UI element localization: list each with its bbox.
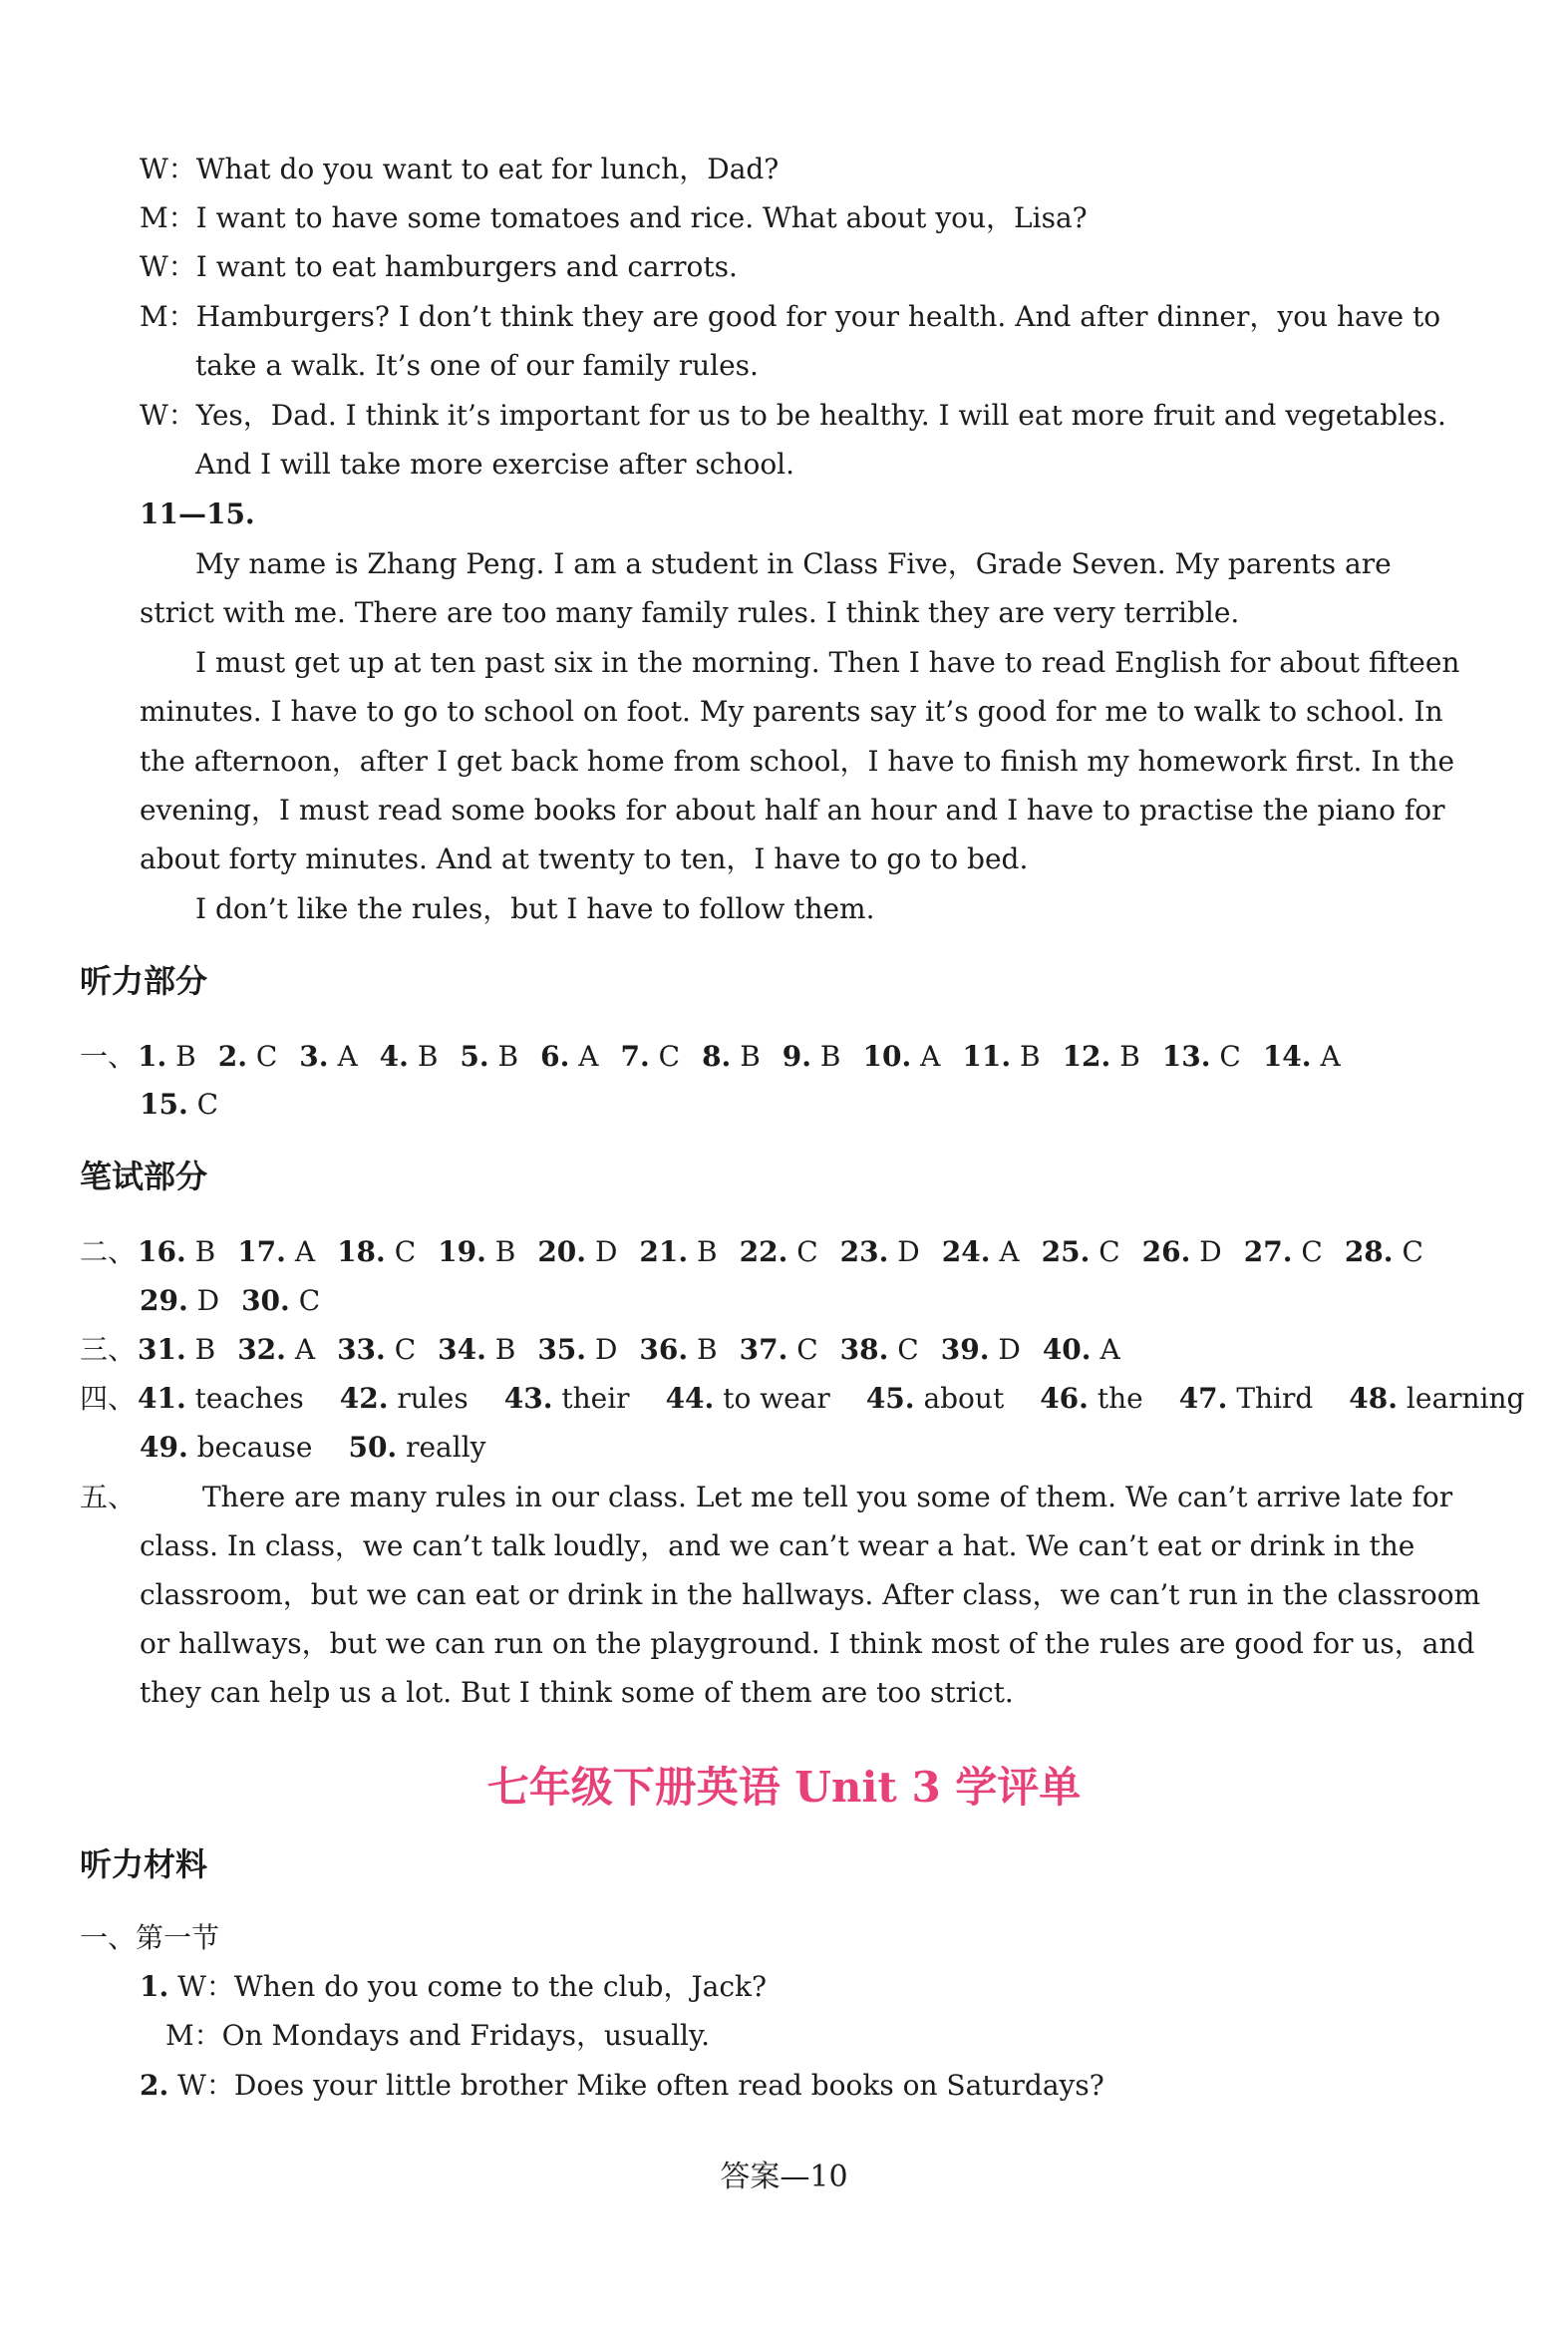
answer-item <box>138 1232 215 1272</box>
answer-item <box>1042 1232 1120 1272</box>
answer-item <box>1349 1379 1524 1419</box>
section4-answers-row <box>80 1379 1525 1419</box>
section-number: 三、 <box>80 1333 137 1366</box>
answer-number: 10. <box>862 1040 912 1073</box>
answer-value: C <box>1301 1235 1323 1268</box>
answer-item <box>537 1330 617 1370</box>
answer-value: A <box>1320 1040 1341 1073</box>
answer-number: 42. <box>339 1382 389 1415</box>
answer-number: 6. <box>540 1040 570 1073</box>
unit3-title: 七年级下册英语 Unit 3 学评单 <box>486 1763 1082 1812</box>
answer-item <box>1244 1232 1323 1272</box>
answer-value: B <box>194 1333 216 1366</box>
passage-line: I don’t like the rules，but I have to follow them. <box>195 892 875 925</box>
answer-value: B <box>819 1040 841 1073</box>
answer-item <box>1345 1232 1423 1272</box>
answer-item <box>138 1330 215 1370</box>
essay-line: they can help us a lot. But I think some of them are too strict. <box>140 1676 1014 1709</box>
dialogue-line: take a walk. It’s one of our family rules. <box>195 349 759 382</box>
answer-value: B <box>697 1235 718 1268</box>
answer-value: C <box>1219 1040 1241 1073</box>
answer-item <box>237 1330 315 1370</box>
answer-value: to wear <box>723 1382 830 1415</box>
dialogue-line: M：Hamburgers? I don’t think they are good for your health. And after dinner，you have to <box>140 300 1441 333</box>
answer-value: C <box>658 1040 681 1073</box>
answer-number: 45. <box>865 1382 915 1415</box>
answer-value: learning <box>1406 1382 1525 1415</box>
answer-item <box>348 1428 485 1468</box>
answer-value: B <box>417 1040 439 1073</box>
answer-item <box>941 1330 1021 1370</box>
answer-item <box>218 1037 278 1077</box>
written-heading: 笔试部分 <box>80 1158 208 1195</box>
passage-line: about forty minutes. And at twenty to ten，I have to go to bed. <box>140 842 1029 875</box>
passage-line: minutes. I have to go to school on foot. My parents say it’s good for me to walk to school. In <box>140 695 1443 728</box>
answer-value: B <box>740 1040 761 1073</box>
answer-value: D <box>196 1284 220 1317</box>
passage-line: strict with me. There are too many family rules. I think they are very terrible. <box>140 596 1240 629</box>
question-number: 1. <box>140 1970 169 2003</box>
listening-answers-row <box>140 1085 1450 1125</box>
answer-value: B <box>194 1235 216 1268</box>
answer-number: 12. <box>1062 1040 1111 1073</box>
answer-item <box>337 1232 416 1272</box>
passage-label: 11—15. <box>140 498 255 530</box>
listening-answers-row <box>80 1037 1391 1077</box>
question-2-line <box>140 2066 1391 2106</box>
answer-item <box>1263 1037 1341 1077</box>
answer-number: 43. <box>503 1382 553 1415</box>
answer-number: 8. <box>702 1040 732 1073</box>
answer-value: C <box>1402 1235 1423 1268</box>
answer-number: 4. <box>379 1040 409 1073</box>
answer-value: A <box>294 1333 316 1366</box>
answer-value: B <box>494 1235 516 1268</box>
answer-item <box>537 1232 617 1272</box>
question-text: W：When do you come to the club，Jack? <box>177 1970 768 2003</box>
answer-item <box>138 1379 304 1419</box>
answer-value: C <box>796 1333 818 1366</box>
answer-item <box>299 1037 357 1077</box>
section-number: 二、 <box>80 1235 137 1268</box>
answer-value: C <box>897 1333 919 1366</box>
answer-item <box>1063 1037 1140 1077</box>
answer-number: 18. <box>337 1235 386 1268</box>
answer-value: D <box>594 1235 618 1268</box>
answer-value: really <box>406 1431 486 1464</box>
answer-item <box>1040 1379 1142 1419</box>
answer-item <box>1043 1330 1120 1370</box>
answer-item <box>840 1330 919 1370</box>
answer-value: B <box>175 1040 196 1073</box>
dialogue-line: W：Yes，Dad. I think it’s important for us to be healthy. I will eat more fruit and vegetables. <box>140 399 1446 432</box>
answer-item <box>702 1037 761 1077</box>
answer-value: D <box>897 1235 920 1268</box>
answer-number: 38. <box>839 1333 889 1366</box>
answer-item <box>840 1232 920 1272</box>
answer-number: 7. <box>620 1040 650 1073</box>
answer-item <box>783 1037 841 1077</box>
answer-number: 13. <box>1161 1040 1211 1073</box>
answer-number: 16. <box>138 1235 186 1268</box>
answer-number: 29. <box>140 1284 188 1317</box>
answer-item <box>962 1037 1040 1077</box>
page-number: 答案—10 <box>720 2160 848 2194</box>
listening-material-heading: 听力材料 <box>80 1845 208 1883</box>
answer-value: A <box>578 1040 599 1073</box>
answer-value: A <box>920 1040 941 1073</box>
answer-item <box>140 1281 219 1321</box>
answer-item <box>639 1232 717 1272</box>
passage-line: the afternoon，after I get back home from school，I have to finish my homework first. In the <box>140 745 1455 778</box>
answer-number: 33. <box>337 1333 386 1366</box>
answer-number: 50. <box>348 1431 398 1464</box>
answer-item <box>866 1379 1004 1419</box>
answer-item <box>140 1428 312 1468</box>
section-number: 四、 <box>80 1382 137 1415</box>
answer-number: 39. <box>940 1333 990 1366</box>
answer-number: 3. <box>299 1040 329 1073</box>
answer-item <box>504 1379 630 1419</box>
answer-value: B <box>1119 1040 1140 1073</box>
answer-number: 31. <box>138 1333 186 1366</box>
answer-number: 27. <box>1243 1235 1293 1268</box>
answer-value: B <box>1019 1040 1041 1073</box>
answer-number: 1. <box>138 1040 167 1073</box>
answer-value: D <box>594 1333 618 1366</box>
answer-number: 49. <box>140 1431 188 1464</box>
answer-number: 24. <box>941 1235 991 1268</box>
answer-value: D <box>998 1333 1021 1366</box>
answer-item <box>942 1232 1020 1272</box>
answer-number: 22. <box>739 1235 788 1268</box>
answer-item <box>438 1232 515 1272</box>
answer-value: because <box>196 1431 313 1464</box>
answer-number: 26. <box>1141 1235 1191 1268</box>
answer-number: 32. <box>237 1333 286 1366</box>
answer-item <box>438 1330 515 1370</box>
section3-answers-row <box>80 1330 1391 1370</box>
section4-answers-row <box>140 1428 1450 1468</box>
answer-number: 17. <box>237 1235 286 1268</box>
answer-number: 40. <box>1042 1333 1092 1366</box>
answer-number: 5. <box>460 1040 489 1073</box>
answer-number: 36. <box>639 1333 689 1366</box>
answer-number: 47. <box>1178 1382 1228 1415</box>
answer-number: 21. <box>639 1235 689 1268</box>
answer-item <box>620 1037 680 1077</box>
answer-value: about <box>923 1382 1005 1415</box>
answer-item <box>138 1037 196 1077</box>
answer-value: B <box>497 1040 519 1073</box>
answer-item <box>740 1232 818 1272</box>
answer-item <box>639 1330 717 1370</box>
answer-value: A <box>1099 1333 1120 1366</box>
answer-value: their <box>561 1382 630 1415</box>
answer-value: teaches <box>194 1382 304 1415</box>
answer-number: 9. <box>782 1040 812 1073</box>
answer-item <box>140 1085 218 1125</box>
essay-line: classroom，but we can eat or drink in the hallways. After class，we can’t run in the classroom <box>140 1578 1481 1611</box>
essay-line: class. In class，we can’t talk loudly，and we can’t wear a hat. We can’t eat or drink in the <box>140 1529 1415 1562</box>
listening-heading: 听力部分 <box>80 962 208 1000</box>
answer-value: A <box>337 1040 358 1073</box>
question-1-reply: M：On Mondays and Fridays，usually. <box>165 2019 710 2052</box>
answer-value: A <box>999 1235 1020 1268</box>
answer-value: B <box>697 1333 718 1366</box>
answer-value: C <box>255 1040 278 1073</box>
answer-item <box>1179 1379 1314 1419</box>
answer-item <box>1142 1232 1222 1272</box>
answer-item <box>540 1037 598 1077</box>
dialogue-line: W：I want to eat hamburgers and carrots. <box>140 250 738 283</box>
question-number: 2. <box>140 2069 169 2102</box>
answer-item <box>340 1379 469 1419</box>
passage-line: evening，I must read some books for about half an hour and I have to practise the piano for <box>140 794 1445 827</box>
essay-line: or hallways，but we can run on the playground. I think most of the rules are good for us，and <box>140 1627 1475 1660</box>
answer-item <box>740 1330 818 1370</box>
section-number: 一、 <box>80 1040 137 1073</box>
answer-number: 11. <box>962 1040 1012 1073</box>
answer-number: 28. <box>1344 1235 1394 1268</box>
answer-item <box>460 1037 518 1077</box>
section-number: 五、 <box>80 1481 137 1513</box>
answer-value: C <box>394 1235 417 1268</box>
section-label: 一、第一节 <box>80 1921 220 1954</box>
answer-number: 23. <box>839 1235 889 1268</box>
answer-item <box>666 1379 830 1419</box>
answer-number: 34. <box>438 1333 486 1366</box>
dialogue-line: W：What do you want to eat for lunch，Dad? <box>140 153 780 185</box>
passage-line: My name is Zhang Peng. I am a student in Class Five，Grade Seven. My parents are <box>195 547 1392 580</box>
essay-line: There are many rules in our class. Let me tell you some of them. We can’t arrive late for <box>202 1481 1453 1513</box>
answer-number: 41. <box>138 1382 186 1415</box>
answer-number: 48. <box>1349 1382 1399 1415</box>
answer-value: A <box>294 1235 316 1268</box>
section2-answers-row <box>80 1232 1423 1272</box>
answer-number: 15. <box>140 1088 188 1121</box>
answer-number: 44. <box>665 1382 715 1415</box>
dialogue-line: And I will take more exercise after school. <box>195 448 795 481</box>
answer-value: the <box>1097 1382 1143 1415</box>
answer-item <box>1162 1037 1241 1077</box>
answer-number: 46. <box>1040 1382 1089 1415</box>
answer-number: 2. <box>217 1040 247 1073</box>
answer-number: 14. <box>1262 1040 1312 1073</box>
section2-answers-row <box>140 1281 1450 1321</box>
answer-item <box>380 1037 439 1077</box>
answer-item <box>237 1232 315 1272</box>
answer-value: C <box>196 1088 219 1121</box>
dialogue-line: M：I want to have some tomatoes and rice. What about you，Lisa? <box>140 201 1088 234</box>
answer-number: 20. <box>537 1235 587 1268</box>
answer-value: rules <box>397 1382 469 1415</box>
answer-value: C <box>298 1284 321 1317</box>
answer-number: 25. <box>1041 1235 1091 1268</box>
answer-number: 37. <box>739 1333 788 1366</box>
question-1-line <box>140 1967 1391 2007</box>
answer-number: 35. <box>537 1333 587 1366</box>
answer-item <box>863 1037 941 1077</box>
section5-lead-row <box>80 1478 138 1517</box>
answer-value: C <box>1098 1235 1120 1268</box>
answer-item <box>241 1281 320 1321</box>
answer-number: 19. <box>438 1235 486 1268</box>
answer-value: Third <box>1236 1382 1314 1415</box>
passage-line: I must get up at ten past six in the morning. Then I have to read English for about fifteen <box>195 646 1460 679</box>
answer-value: B <box>494 1333 516 1366</box>
answer-value: C <box>796 1235 818 1268</box>
question-text: W：Does your little brother Mike often read books on Saturdays? <box>177 2069 1104 2102</box>
answer-number: 30. <box>241 1284 290 1317</box>
answer-value: D <box>1199 1235 1222 1268</box>
answer-item <box>337 1330 416 1370</box>
answer-value: C <box>394 1333 417 1366</box>
